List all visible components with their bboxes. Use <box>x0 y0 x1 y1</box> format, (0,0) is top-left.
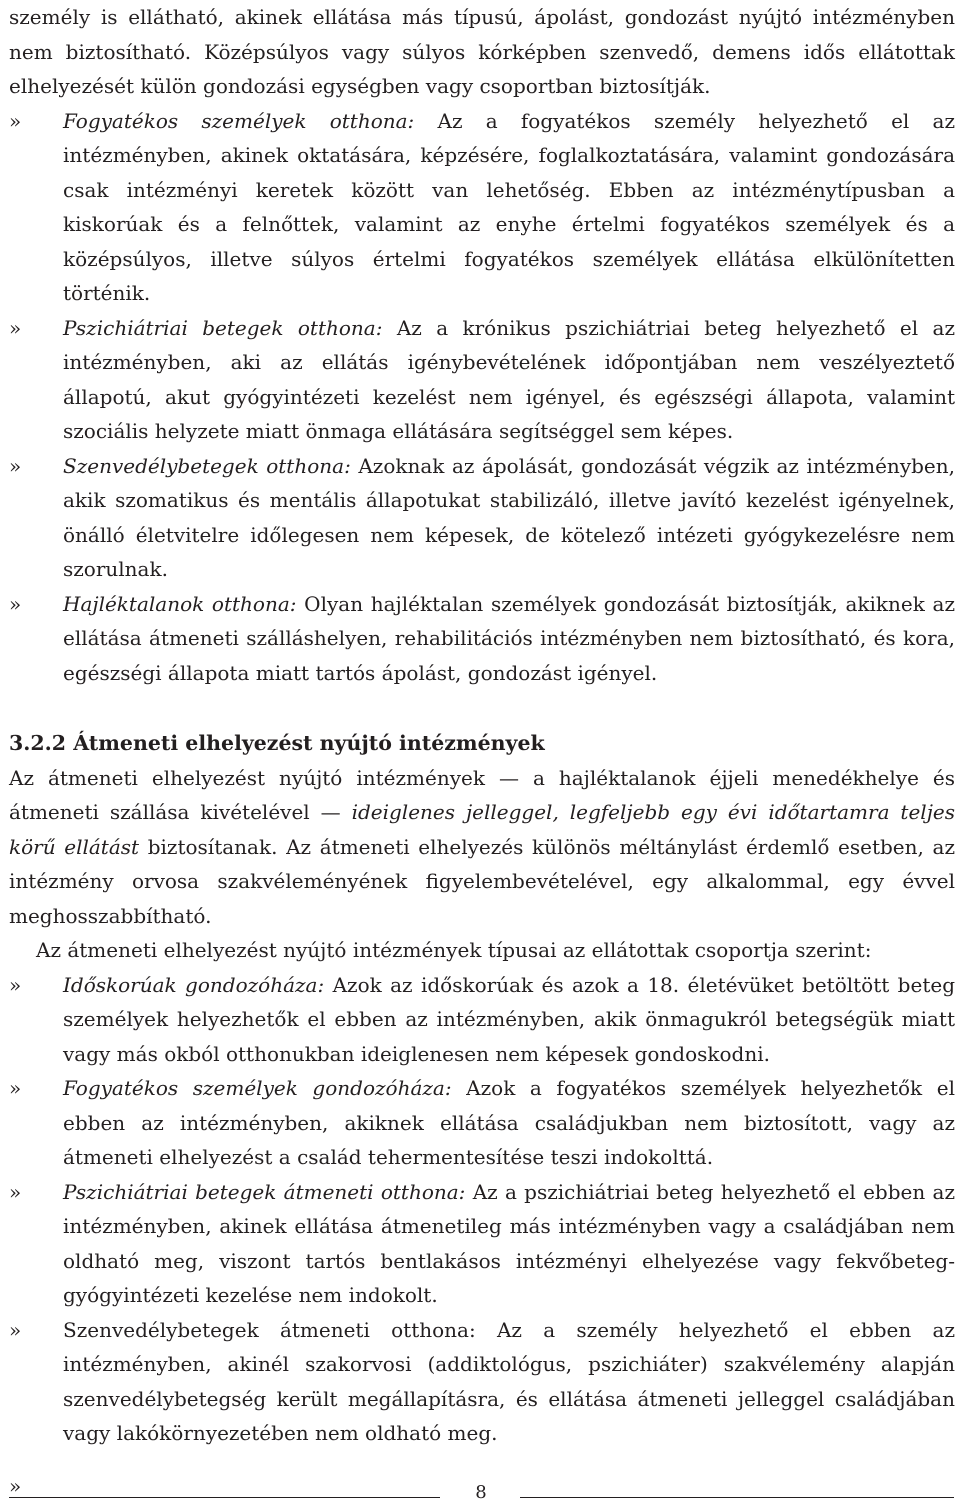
section-heading: 3.2.2 Átmeneti elhelyezést nyújtó intézmények <box>9 731 545 755</box>
section-paragraph <box>9 761 955 934</box>
bullet-marker: » <box>9 1179 22 1204</box>
list-item <box>9 587 955 691</box>
item-text: Szenvedélybetegek átmeneti otthona: Az a személy helyezhető el ebben az intézményben, akinél szakorvosi (addiktológus, pszichiáter) szakvélemény alapján szenvedélybetegség került megállapításra, és ellátása átmeneti jelleggel családjában vagy lakókörnyezetében nem oldható meg. <box>63 1317 955 1445</box>
bullet-marker: » <box>9 315 22 340</box>
item-term: Pszichiátriai betegek otthona: <box>63 315 383 340</box>
intro-paragraph: személy is ellátható, akinek ellátása más típusú, ápolást, gondozást nyújtó intézményben nem biztosítható. Középsúlyos vagy súlyos kórképben szenvedő, demens idős ellátottak elhelyezését külön gondozási egységben vagy csoportban biztosítják. <box>9 5 955 98</box>
item-term: Időskorúak gondozóháza: <box>63 972 325 997</box>
item-text: Az a krónikus pszichiátriai beteg helyezhető el az intézményben, aki az ellátás igénybevételének időpontjában nem veszélyeztető állapotú, akut gyógyintézeti kezelést nem igényel, és egészségi állapota, valamint szociális helyzete miatt önmaga ellátására segítséggel sem képes. <box>63 315 955 443</box>
list-item <box>9 104 955 311</box>
list-item <box>9 968 955 1072</box>
bullet-marker: » <box>9 972 22 997</box>
bullet-marker: » <box>9 1317 22 1342</box>
item-text: Olyan hajléktalan személyek gondozását biztosítják, akiknek az ellátása átmeneti szálláshelyen, rehabilitációs intézményben nem biztosítható, és kora, egészségi állapota miatt tartós ápolást, gondozást igényel. <box>63 591 955 685</box>
item-text: Azok a fogyatékos személyek helyezhetők el ebben az intézményben, akiknek ellátása családjukban nem biztosított, vagy az átmeneti elhelyezést a család tehermentesítése teszi indokolttá. <box>63 1076 955 1169</box>
bullet-marker: » <box>9 1076 22 1100</box>
emphasis-text: ideiglenes jelleggel, legfeljebb egy évi időtartamra teljes körű ellátást <box>9 800 955 859</box>
bullet-marker: » <box>9 1473 22 1498</box>
permanent-care-list <box>9 104 955 691</box>
bullet-marker: » <box>9 453 22 478</box>
item-term: Szenvedélybetegek otthona: <box>63 453 351 478</box>
footer-rule-left <box>9 1497 440 1498</box>
footer-rule-right <box>520 1497 954 1498</box>
bullet-marker: » <box>9 108 22 133</box>
item-text: Az a fogyatékos személy helyezhető el az intézményben, akinek oktatására, képzésére, foglalkoztatására, valamint gondozására csak intézményi keretek között van lehetőség. Ebben az intézménytípusban a kiskorúak és a felnőttek, valamint az enyhe értelmi fogyatékos személyek és a középsúlyos, illetve súlyos értelmi fogyatékos személyek ellátása elkülönítetten történik. <box>63 108 956 305</box>
paragraph-text: biztosítanak. Az átmeneti elhelyezés különös méltánylást érdemlő esetben, az intézmény orvosa szakvéleményének figyelembevételével, egy alkalommal, egy évvel meghosszabbítható. <box>9 834 955 928</box>
item-term: Hajléktalanok otthona: <box>63 591 297 616</box>
types-intro-paragraph: Az átmeneti elhelyezést nyújtó intézmények típusai az ellátottak csoportja szerint: <box>36 938 872 962</box>
item-term: Fogyatékos személyek gondozóháza: <box>63 1076 452 1100</box>
temporary-care-list <box>9 968 955 1503</box>
item-text: Azok az időskorúak és azok a 18. életévüket betöltött beteg személyek helyezhetők el ebben az intézményben, akik önmagukról betegségük miatt vagy más okból otthonukban ideiglenesen nem képesek gondoskodni. <box>63 972 955 1066</box>
item-text: Az a pszichiátriai beteg helyezhető el ebben az intézményben, akinek ellátása átmenetileg más intézményben vagy a családjában nem oldható meg, viszont tartós bentlakásos intézményi elhelyezése vagy fekvőbeteg-gyógyintézeti kezelése nem indokolt. <box>63 1179 955 1307</box>
item-term: Pszichiátriai betegek átmeneti otthona: <box>63 1179 466 1204</box>
list-item <box>9 449 955 587</box>
bullet-marker: » <box>9 591 22 616</box>
item-text: Azoknak az ápolását, gondozását végzik az intézményben, akik szomatikus és mentális állapotukat stabilizáló, illetve javító kezelést igényelnek, önálló életvitelre időlegesen nem képesek, de kötelező intézeti gyógykezelésre nem szorulnak. <box>63 453 955 581</box>
list-item <box>9 1071 955 1175</box>
item-term: Fogyatékos személyek otthona: <box>63 108 415 133</box>
page-number: 8 <box>466 1481 496 1505</box>
paragraph-text: Az átmeneti elhelyezést nyújtó intézmények — a hajléktalanok éjjeli menedékhelye és átmeneti szállása kivételével — <box>9 765 955 824</box>
list-item <box>9 311 955 449</box>
list-item <box>9 1175 955 1313</box>
body-text <box>9 0 955 1503</box>
list-item <box>9 1313 955 1451</box>
